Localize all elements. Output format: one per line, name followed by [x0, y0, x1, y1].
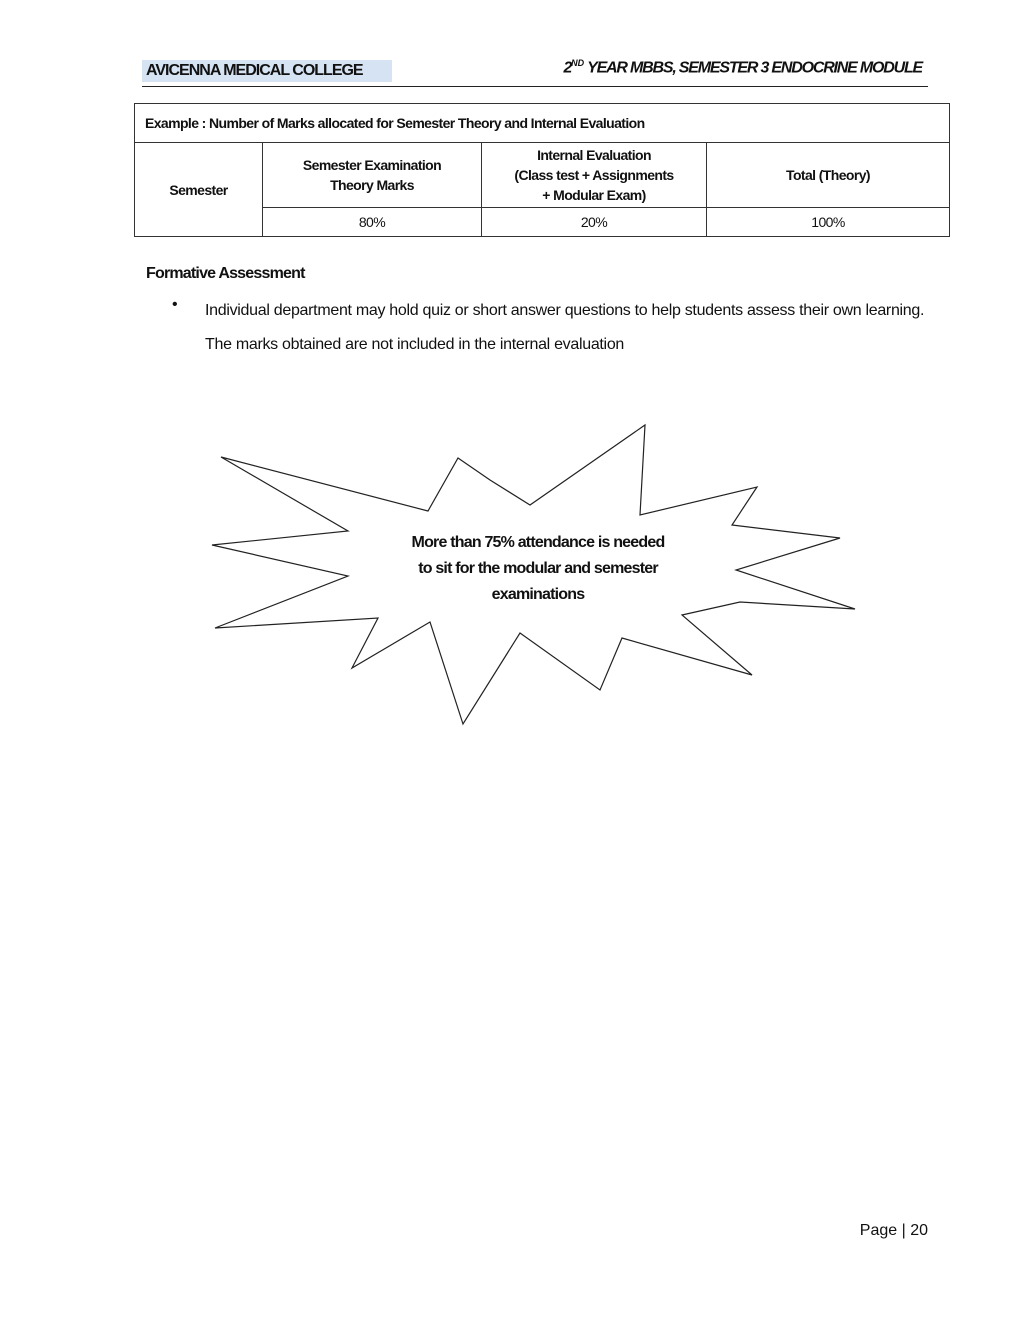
callout-line: More than 75% attendance is needed	[411, 534, 665, 551]
internal-header-line: Internal Evaluation	[537, 147, 651, 163]
internal-value: 20%	[482, 208, 707, 237]
institution-name: AVICENNA MEDICAL COLLEGE	[142, 60, 392, 82]
callout-line: examinations	[491, 586, 585, 603]
total-value: 100%	[707, 208, 950, 237]
exam-header-line: Semester Examination	[302, 157, 442, 173]
internal-header-line: + Modular Exam)	[542, 187, 646, 203]
total-header: Total (Theory)	[707, 143, 950, 208]
semester-header: Semester	[135, 143, 263, 237]
attendance-callout	[388, 530, 688, 608]
course-year-suffix: ND	[571, 58, 585, 68]
course-year: 2	[563, 59, 572, 77]
page-number: Page | 20	[859, 1222, 928, 1239]
bullet-icon: •	[172, 296, 178, 313]
section-heading: Formative Assessment	[146, 265, 305, 282]
callout-line: to sit for the modular and semester	[418, 560, 658, 577]
exam-value: 80%	[263, 208, 482, 237]
internal-header-line: (Class test + Assignments	[514, 167, 674, 183]
table-caption: Example : Number of Marks allocated for Semester Theory and Internal Evaluation	[135, 104, 950, 143]
bullet-text: Individual department may hold quiz or short answer questions to help students assess their own learning. The marks obtained are not included in the internal evaluation	[205, 302, 925, 353]
course-name: YEAR MBBS, SEMESTER 3 ENDOCRINE MODULE	[584, 59, 922, 77]
exam-header-line: Theory Marks	[330, 177, 414, 193]
